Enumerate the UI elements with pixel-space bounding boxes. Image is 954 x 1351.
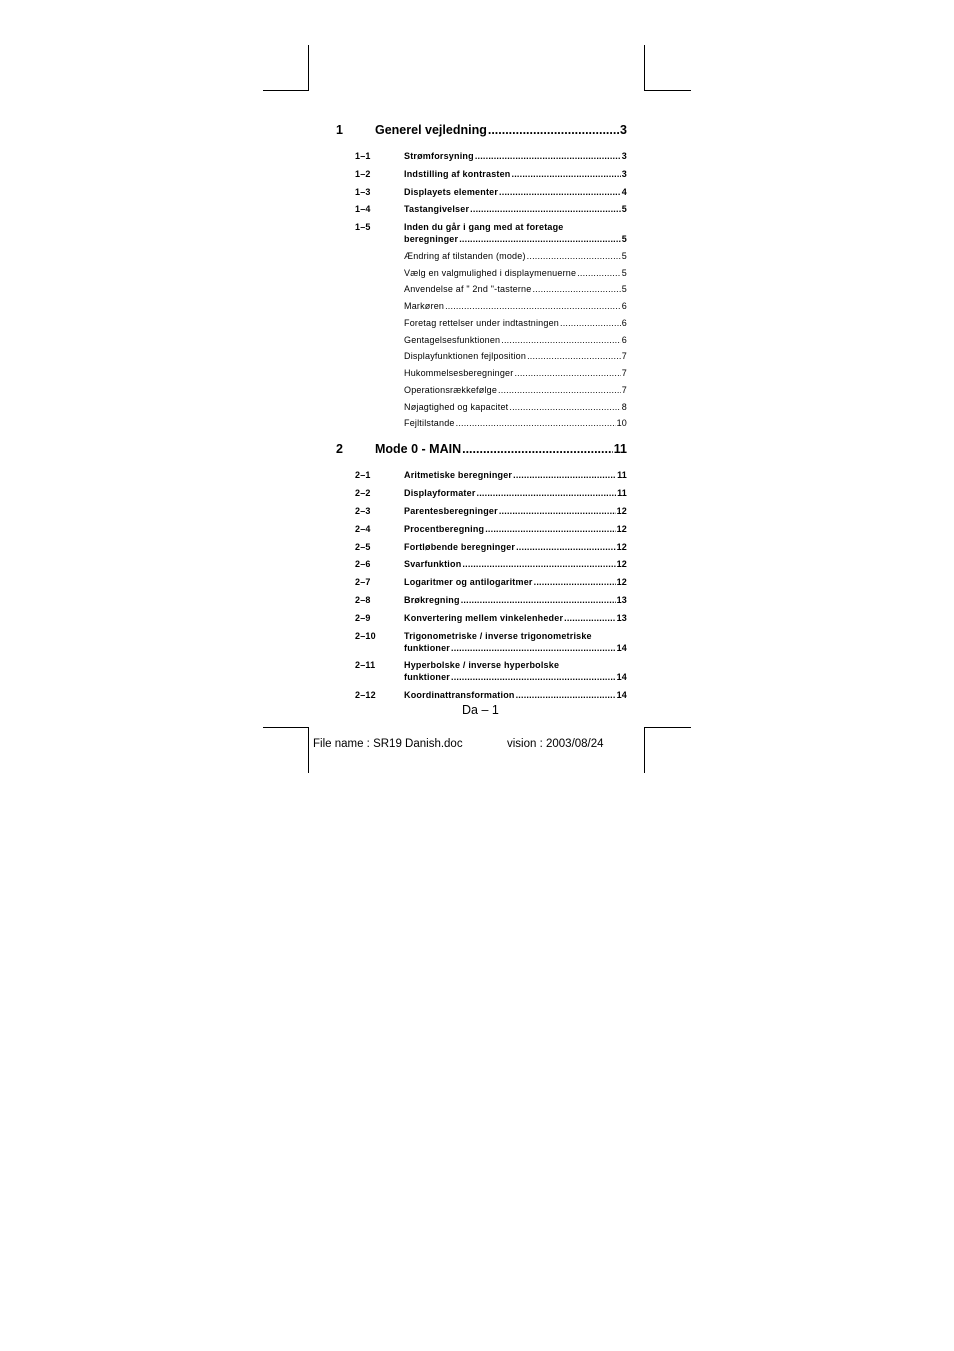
toc-section[interactable]	[355, 542, 627, 552]
toc-page: 11	[617, 488, 627, 498]
toc-title: Hukommelsesberegninger	[404, 368, 514, 378]
dot-leader	[488, 123, 619, 137]
toc-page: 7	[621, 351, 627, 361]
toc-subsection[interactable]	[404, 418, 627, 428]
toc-page: 3	[621, 151, 627, 161]
dot-leader	[451, 672, 616, 682]
toc-number: 2–11	[355, 660, 376, 670]
toc-title-line1: Inden du går i gang med at foretage	[404, 222, 564, 232]
toc-page: 3	[620, 123, 627, 137]
toc-page: 5	[621, 268, 627, 278]
toc-page: 12	[616, 577, 627, 587]
toc-subsection[interactable]	[404, 318, 627, 328]
toc-title: Parentesberegninger	[404, 506, 498, 516]
toc-title: Koordinattransformation	[404, 690, 515, 700]
toc-title: Nøjagtighed og kapacitet	[404, 402, 509, 412]
dot-leader	[445, 301, 621, 311]
toc-title-line2: funktioner	[404, 672, 450, 682]
toc-title-line2: beregninger	[404, 234, 459, 244]
toc-title: Tastangivelser	[404, 204, 470, 214]
toc-page: 12	[616, 524, 627, 534]
page-number: Da – 1	[462, 703, 499, 717]
toc-page: 12	[616, 559, 627, 569]
toc-section[interactable]	[355, 151, 627, 161]
toc-section[interactable]	[355, 690, 627, 700]
toc-number: 2–9	[355, 613, 371, 623]
toc-number: 1–4	[355, 204, 371, 214]
toc-chapter[interactable]	[336, 123, 627, 137]
toc-subsection[interactable]	[404, 351, 627, 361]
toc-number: 1	[336, 123, 343, 137]
dot-leader	[451, 643, 616, 653]
toc-section[interactable]	[355, 488, 627, 498]
dot-leader	[532, 284, 620, 294]
dot-leader	[498, 385, 621, 395]
toc-title: Ændring af tilstanden (mode)	[404, 251, 526, 261]
toc-title: Gentagelsesfunktionen	[404, 335, 501, 345]
dot-leader	[475, 151, 621, 161]
dot-leader	[509, 402, 620, 412]
toc-number: 2–4	[355, 524, 371, 534]
toc-page: 6	[621, 318, 627, 328]
toc-subsection[interactable]	[404, 402, 627, 412]
toc-number: 2–1	[355, 470, 371, 480]
crop-mark	[308, 45, 309, 90]
toc-title: Operationsrækkefølge	[404, 385, 498, 395]
toc-title: Anvendelse af " 2nd "-tasterne	[404, 284, 532, 294]
toc-page: 8	[621, 402, 627, 412]
toc-page: 14	[616, 643, 627, 653]
dot-leader	[560, 318, 621, 328]
toc-title-line1: Hyperbolske / inverse hyperbolske	[404, 660, 560, 670]
toc-number: 1–1	[355, 151, 371, 161]
toc-title: Aritmetiske beregninger	[404, 470, 513, 480]
dot-leader	[534, 577, 616, 587]
toc-title: Indstilling af kontrasten	[404, 169, 511, 179]
version-info: vision : 2003/08/24	[507, 738, 604, 750]
toc-title: Fortløbende beregninger	[404, 542, 516, 552]
toc-title: Displayformater	[404, 488, 476, 498]
dot-leader	[462, 559, 615, 569]
dot-leader	[456, 418, 616, 428]
toc-title: Svarfunktion	[404, 559, 462, 569]
toc-number: 2–10	[355, 631, 376, 641]
crop-mark	[263, 90, 309, 91]
toc-section[interactable]	[355, 595, 627, 605]
toc-section[interactable]	[355, 524, 627, 534]
toc-page: 5	[621, 284, 627, 294]
toc-title: Vælg en valgmulighed i displaymenuerne	[404, 268, 577, 278]
toc-subsection[interactable]	[404, 268, 627, 278]
dot-leader	[514, 368, 620, 378]
toc-number: 1–3	[355, 187, 371, 197]
toc-page: 5	[621, 251, 627, 261]
crop-mark	[644, 727, 645, 773]
toc-section[interactable]	[355, 613, 627, 623]
file-name: File name : SR19 Danish.doc	[313, 738, 463, 750]
toc-title: Foretag rettelser under indtastningen	[404, 318, 559, 328]
toc-subsection[interactable]	[404, 301, 627, 311]
toc-page: 5	[621, 204, 627, 214]
toc-section[interactable]	[355, 660, 627, 686]
toc-number: 2–12	[355, 690, 376, 700]
toc-page: 6	[621, 335, 627, 345]
toc-title: Displayfunktionen fejlposition	[404, 351, 527, 361]
toc-title: Procentberegning	[404, 524, 485, 534]
crop-mark	[263, 727, 309, 728]
toc-number: 2	[336, 442, 343, 456]
dot-leader	[512, 169, 621, 179]
toc-page: 12	[616, 506, 627, 516]
toc-page: 6	[621, 301, 627, 311]
dot-leader	[516, 542, 615, 552]
toc-title-line2: funktioner	[404, 643, 450, 653]
toc-section[interactable]	[355, 204, 627, 214]
dot-leader	[513, 470, 616, 480]
toc-title: Mode 0 - MAIN	[375, 442, 462, 456]
toc-subsection[interactable]	[404, 335, 627, 345]
dot-leader	[499, 506, 616, 516]
dot-leader	[516, 690, 616, 700]
toc-page: 14	[616, 672, 627, 682]
toc-subsection[interactable]	[404, 251, 627, 261]
toc-page: 12	[616, 542, 627, 552]
toc-title: Displayets elementer	[404, 187, 499, 197]
dot-leader	[477, 488, 617, 498]
dot-leader	[527, 251, 621, 261]
toc-page: 13	[616, 595, 627, 605]
toc-page: 13	[616, 613, 627, 623]
toc-page: 5	[621, 234, 627, 244]
toc-section[interactable]	[355, 222, 627, 248]
toc-page: 3	[621, 169, 627, 179]
toc-title: Fejltilstande	[404, 418, 455, 428]
toc-number: 2–8	[355, 595, 371, 605]
dot-leader	[564, 613, 615, 623]
dot-leader	[501, 335, 621, 345]
toc-title-line1: Trigonometriske / inverse trigonometriske	[404, 631, 592, 641]
toc-subsection[interactable]	[404, 284, 627, 294]
toc-page: 7	[621, 385, 627, 395]
toc-page: 11	[617, 470, 627, 480]
dot-leader	[462, 442, 613, 456]
toc-section[interactable]	[355, 169, 627, 179]
toc-page: 4	[621, 187, 627, 197]
toc-number: 2–6	[355, 559, 371, 569]
toc-page: 11	[613, 442, 627, 456]
dot-leader	[527, 351, 621, 361]
toc-number: 1–5	[355, 222, 371, 232]
toc-subsection[interactable]	[404, 368, 627, 378]
toc-page: 10	[616, 418, 627, 428]
crop-mark	[308, 727, 309, 773]
toc-page: 7	[621, 368, 627, 378]
toc-section[interactable]	[355, 559, 627, 569]
dot-leader	[459, 234, 621, 244]
toc-title: Generel vejledning	[375, 123, 487, 137]
toc-section[interactable]	[355, 577, 627, 587]
toc-number: 2–7	[355, 577, 371, 587]
toc-title: Markøren	[404, 301, 445, 311]
toc-section[interactable]	[355, 506, 627, 516]
toc-chapter[interactable]	[336, 442, 627, 456]
toc-title: Strømforsyning	[404, 151, 474, 161]
toc-title: Brøkregning	[404, 595, 460, 605]
dot-leader	[470, 204, 621, 214]
toc-section[interactable]	[355, 187, 627, 197]
dot-leader	[499, 187, 621, 197]
toc-subsection[interactable]	[404, 385, 627, 395]
toc-title: Logaritmer og antilogaritmer	[404, 577, 533, 587]
crop-mark	[644, 90, 691, 91]
toc-section[interactable]	[355, 470, 627, 480]
dot-leader	[461, 595, 616, 605]
crop-mark	[644, 727, 691, 728]
toc-number: 2–3	[355, 506, 371, 516]
toc-number: 1–2	[355, 169, 371, 179]
toc-section[interactable]	[355, 631, 627, 657]
toc-number: 2–2	[355, 488, 371, 498]
toc-title: Konvertering mellem vinkelenheder	[404, 613, 564, 623]
dot-leader	[485, 524, 615, 534]
toc-number: 2–5	[355, 542, 371, 552]
toc-page: 14	[616, 690, 627, 700]
dot-leader	[577, 268, 621, 278]
crop-mark	[644, 45, 645, 90]
